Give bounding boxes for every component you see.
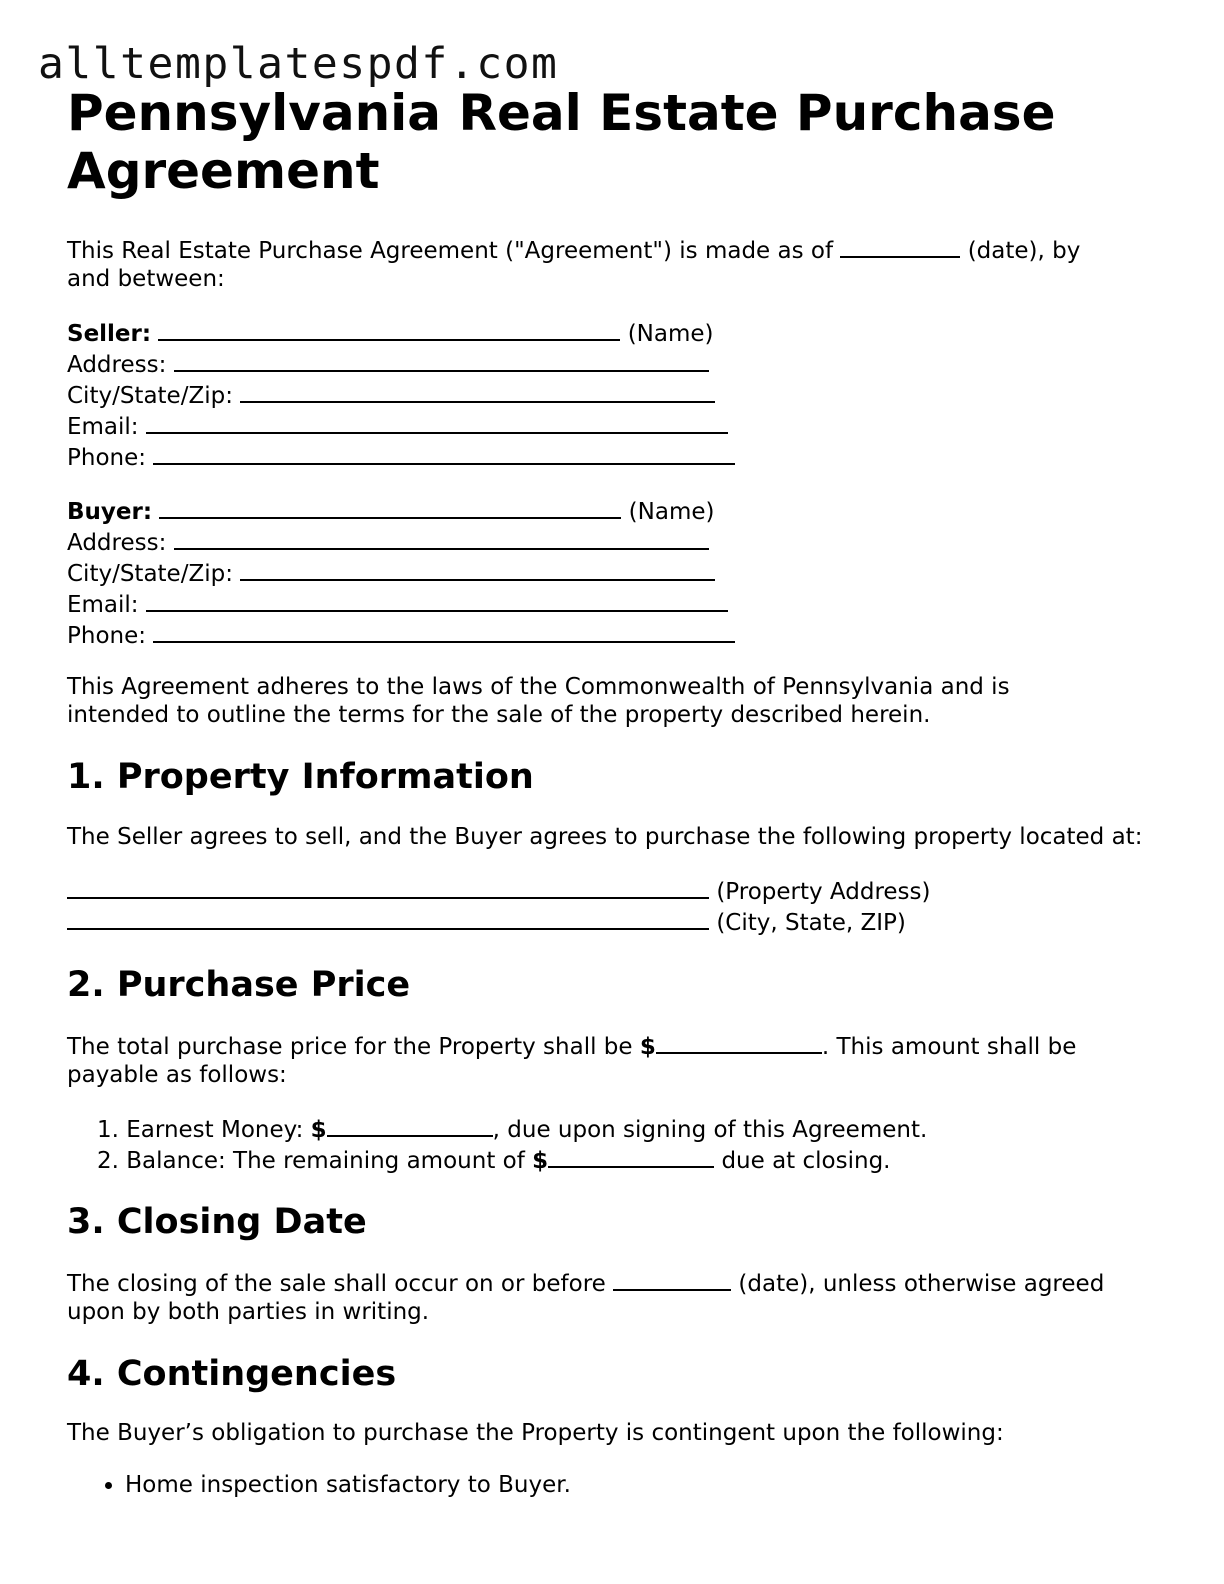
- seller-email-line: [67, 410, 1157, 441]
- closing-text-before: The closing of the sale shall occur on or before: [67, 1271, 606, 1297]
- payment-item-earnest: [97, 1113, 1157, 1144]
- seller-block: [67, 317, 1157, 472]
- earnest-text-after: , due upon signing of this Agreement.: [492, 1117, 928, 1143]
- balance-label: Balance: The remaining amount of: [126, 1148, 525, 1174]
- seller-phone-label: Phone:: [67, 445, 146, 471]
- payment-list: [67, 1113, 1157, 1175]
- buyer-phone-line: [67, 619, 1157, 650]
- price-text-before: The total purchase price for the Property shall be: [67, 1034, 633, 1060]
- balance-blank[interactable]: [548, 1144, 714, 1168]
- buyer-phone-label: Phone:: [67, 623, 146, 649]
- buyer-email-line: [67, 588, 1157, 619]
- seller-label: Seller:: [67, 321, 152, 347]
- property-address-line: [67, 875, 1157, 906]
- closing-date-blank[interactable]: [613, 1267, 731, 1291]
- property-address-block: [67, 875, 1157, 937]
- buyer-address-label: Address:: [67, 530, 167, 556]
- seller-name-line: [67, 317, 1157, 348]
- document-page: [67, 84, 1157, 1499]
- buyer-label: Buyer:: [67, 499, 153, 525]
- balance-dollar-sign: $: [532, 1148, 549, 1174]
- document-title: Pennsylvania Real Estate Purchase Agreement: [67, 84, 1056, 200]
- earnest-label: Earnest Money:: [126, 1117, 304, 1143]
- seller-city-line: [67, 379, 1157, 410]
- contingencies-paragraph: The Buyer’s obligation to purchase the Property is contingent upon the following:: [67, 1420, 1004, 1446]
- buyer-city-line: [67, 557, 1157, 588]
- section-heading-property: 1. Property Information: [67, 757, 534, 797]
- buyer-email-label: Email:: [67, 592, 139, 618]
- seller-name-blank[interactable]: [158, 317, 620, 341]
- closing-paragraph: [67, 1267, 1142, 1326]
- seller-address-blank[interactable]: [174, 348, 709, 372]
- buyer-address-blank[interactable]: [174, 526, 709, 550]
- section-heading-price: 2. Purchase Price: [67, 965, 411, 1005]
- seller-email-label: Email:: [67, 414, 139, 440]
- price-dollar-sign: $: [639, 1034, 656, 1060]
- price-paragraph: [67, 1030, 1137, 1089]
- earnest-blank[interactable]: [327, 1113, 493, 1137]
- payment-item-number: 1.: [97, 1117, 119, 1143]
- seller-address-line: [67, 348, 1157, 379]
- buyer-name-blank[interactable]: [159, 495, 621, 519]
- seller-address-label: Address:: [67, 352, 167, 378]
- buyer-block: [67, 495, 1157, 650]
- buyer-city-label: City/State/Zip:: [67, 561, 233, 587]
- payment-item-number: 2.: [97, 1148, 119, 1174]
- seller-name-suffix: (Name): [627, 321, 714, 347]
- payment-item-balance: [97, 1144, 1157, 1175]
- intro-text-before: This Real Estate Purchase Agreement ("Agreement") is made as of: [67, 238, 834, 264]
- property-address-label: (Property Address): [716, 879, 931, 905]
- earnest-dollar-sign: $: [310, 1117, 327, 1143]
- closing-text-after: (date), unless otherwise agreed upon by both parties in writing.: [67, 1271, 1105, 1325]
- seller-city-blank[interactable]: [240, 379, 715, 403]
- law-statement: This Agreement adheres to the laws of the Commonwealth of Pennsylvania and is intended to outline the terms for the sale of the property described herein.: [67, 674, 1010, 728]
- property-city-line: [67, 906, 1157, 937]
- property-city-blank[interactable]: [67, 906, 709, 930]
- buyer-address-line: [67, 526, 1157, 557]
- balance-text-after: due at closing.: [721, 1148, 891, 1174]
- buyer-email-blank[interactable]: [146, 588, 728, 612]
- buyer-city-blank[interactable]: [240, 557, 715, 581]
- price-blank[interactable]: [656, 1030, 822, 1054]
- seller-email-blank[interactable]: [146, 410, 728, 434]
- buyer-name-suffix: (Name): [628, 499, 715, 525]
- seller-city-label: City/State/Zip:: [67, 383, 233, 409]
- watermark-text: alltemplatespdf.com: [38, 39, 559, 89]
- buyer-phone-blank[interactable]: [153, 619, 735, 643]
- contingencies-list: [67, 1471, 1157, 1499]
- intro-text-after: (date), by and between:: [67, 238, 1081, 292]
- date-blank[interactable]: [840, 234, 960, 258]
- property-address-blank[interactable]: [67, 875, 709, 899]
- section-heading-contingencies: 4. Contingencies: [67, 1354, 397, 1394]
- seller-phone-blank[interactable]: [153, 441, 735, 465]
- seller-phone-line: [67, 441, 1157, 472]
- property-city-label: (City, State, ZIP): [716, 910, 906, 936]
- section-heading-closing: 3. Closing Date: [67, 1202, 367, 1242]
- contingency-item: • Home inspection satisfactory to Buyer.: [125, 1471, 1157, 1499]
- price-text-after: . This amount shall be payable as follows:: [67, 1034, 1077, 1088]
- buyer-name-line: [67, 495, 1157, 526]
- intro-paragraph: [67, 234, 1127, 293]
- property-paragraph: The Seller agrees to sell, and the Buyer agrees to purchase the following property located at:: [67, 824, 1143, 850]
